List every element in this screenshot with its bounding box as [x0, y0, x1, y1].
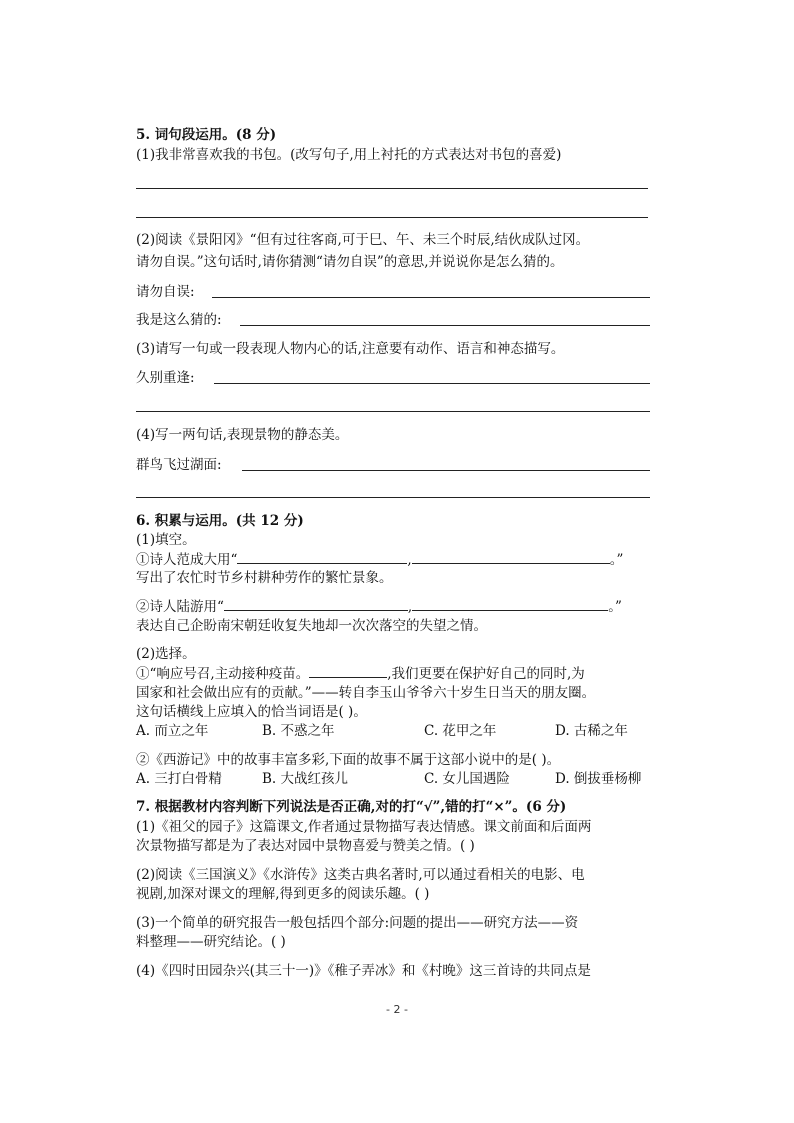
q7-s2-line2: 视剧,加深对课文的理解,得到更多的阅读乐趣。( ): [136, 886, 430, 902]
q6-fill2-line2: 表达自己企盼南宋朝廷收复失地却一次次落空的失望之情。: [136, 618, 487, 634]
blank[interactable]: [309, 664, 387, 678]
q6-choice1-part-a: ①“响应号召,主动接种疫苗。: [136, 666, 310, 682]
q5-part1: (1)我非常喜欢我的书包。(改写句子,用上衬托的方式表达对书包的喜爱): [136, 147, 562, 163]
q7-s1-line2: 次景物描写都是为了表达对园中景物喜爱与赞美之情。( ): [136, 838, 475, 854]
answer-line[interactable]: [212, 297, 650, 298]
q6-choice2-line1: ②《西游记》中的故事丰富多彩,下面的故事不属于这部小说中的是( )。: [136, 752, 561, 768]
option-d[interactable]: D. 古稀之年: [555, 723, 628, 739]
q6-fill-title: (1)填空。: [136, 532, 196, 548]
q6-choice1-line1: [136, 664, 585, 683]
q7-s3-line2: 料整理——研究结论。( ): [136, 934, 286, 950]
page-number: - 2 -: [386, 1003, 408, 1016]
option-b[interactable]: B. 大战红孩儿: [262, 771, 349, 787]
option-c[interactable]: C. 花甲之年: [424, 723, 497, 739]
q7-s4-line1: (4)《四时田园杂兴(其三十一)》《稚子弄冰》和《村晚》这三首诗的共同点是: [136, 963, 591, 979]
answer-line[interactable]: [214, 383, 650, 384]
q6-title: 6. 积累与运用。(共 12 分): [136, 513, 304, 529]
q5-part4: (4)写一两句话,表现景物的静态美。: [136, 427, 349, 443]
q7-s2-line1: (2)阅读《三国演义》《水浒传》这类古典名著时,可以通过看相关的电影、电: [136, 867, 585, 883]
blank[interactable]: [237, 550, 407, 564]
q6-fill1-suffix: 。”: [609, 552, 624, 568]
q6-fill2-prefix: ②诗人陆游用“: [136, 599, 224, 615]
q6-fill2-line1: [136, 597, 622, 616]
option-d[interactable]: D. 倒拔垂杨柳: [555, 771, 642, 787]
q5-label-reunion: 久别重逢:: [136, 370, 195, 386]
q6-fill1-prefix: ①诗人范成大用“: [136, 552, 238, 568]
q5-title: 5. 词句段运用。(8 分): [136, 127, 277, 143]
q6-fill1-line2: 写出了农忙时节乡村耕种劳作的繁忙景象。: [136, 570, 393, 586]
q6-fill1-line1: [136, 550, 623, 569]
answer-line[interactable]: [240, 325, 650, 326]
answer-line[interactable]: [136, 188, 648, 189]
option-a[interactable]: A. 三打白骨精: [136, 771, 222, 787]
q6-fill2-suffix: 。”: [608, 599, 622, 615]
q7-s3-line1: (3)一个简单的研究报告一般包括四个部分:问题的提出——研究方法——资: [136, 915, 579, 931]
blank[interactable]: [224, 597, 408, 611]
answer-line[interactable]: [136, 497, 650, 498]
comma: ,: [407, 599, 413, 615]
q5-label-birds: 群鸟飞过湖面:: [136, 457, 222, 473]
q5-label-qingwuziwu: 请勿自误:: [136, 284, 195, 300]
option-a[interactable]: A. 而立之年: [136, 723, 209, 739]
q5-part2-line2: 请勿自误。”这句话时,请你猜测“请勿自误”的意思,并说说你是怎么猜的。: [136, 254, 564, 270]
answer-line[interactable]: [242, 470, 650, 471]
option-b[interactable]: B. 不惑之年: [262, 723, 335, 739]
comma: ,: [407, 552, 412, 568]
q6-choice1-part-b: ,我们更要在保护好自己的同时,为: [387, 666, 585, 682]
q7-title: 7. 根据教材内容判断下列说法是否正确,对的打“√”,错的打“×”。(6 分): [136, 799, 567, 815]
blank[interactable]: [412, 550, 610, 564]
q6-choice1-line3: 这句话横线上应填入的恰当词语是( )。: [136, 704, 367, 720]
answer-line[interactable]: [136, 411, 650, 412]
q5-part2-line1: (2)阅读《景阳冈》“但有过往客商,可于巳、午、未三个时辰,结伙成队过冈。: [136, 232, 590, 248]
blank[interactable]: [412, 597, 608, 611]
q7-s1-line1: (1)《祖父的园子》这篇课文,作者通过景物描写表达情感。课文前面和后面两: [136, 819, 592, 835]
answer-line[interactable]: [136, 217, 648, 218]
q5-label-guess: 我是这么猜的:: [136, 312, 222, 328]
q5-part3: (3)请写一句或一段表现人物内心的话,注意要有动作、语言和神态描写。: [136, 341, 565, 357]
option-c[interactable]: C. 女儿国遇险: [424, 771, 510, 787]
q6-choice-title: (2)选择。: [136, 646, 196, 662]
q6-choice1-line2: 国家和社会做出应有的贡献。”——转自李玉山爷爷六十岁生日当天的朋友圈。: [136, 685, 596, 701]
